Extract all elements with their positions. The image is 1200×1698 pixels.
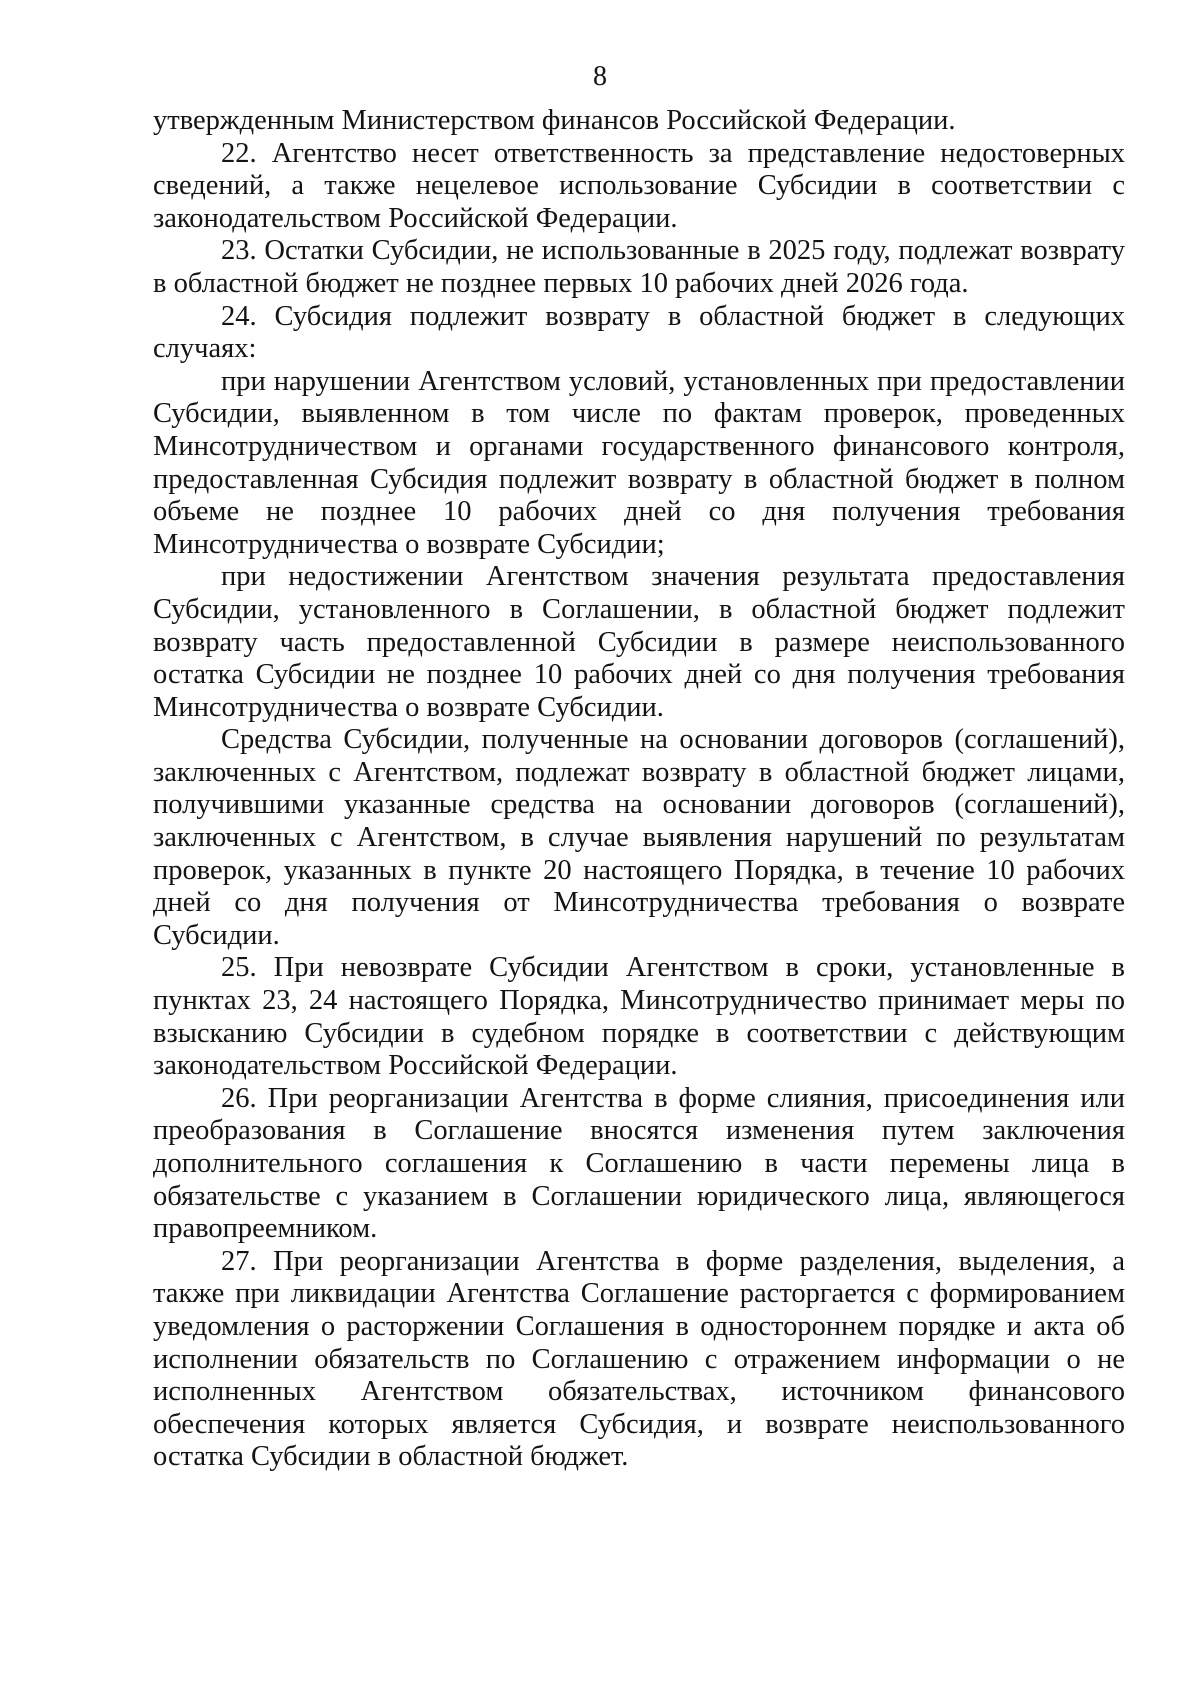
paragraph-continuation: утвержденным Министерством финансов Российской Федерации. xyxy=(153,105,956,136)
document-body xyxy=(153,105,1125,1474)
paragraph-clause-23: 23. Остатки Субсидии, не использованные в 2025 году, подлежат возврату в областной бюджет не позднее первых 10 рабочих дней 2026 года. xyxy=(153,235,1125,299)
paragraph-clause-24-case-violation: при нарушении Агентством условий, установленных при предоставлении Субсидии, выявленном в том числе по фактам проверок, проведенных Минсотрудничеством и органами государственного финансового контроля, предоставленная Субсидия подлежит возврату в областной бюджет в полном объеме не позднее 10 рабочих дней со дня получения требования Минсотрудничества о возврате Субсидии; xyxy=(153,365,1125,560)
paragraph-clause-26: 26. При реорганизации Агентства в форме слияния, присоединения или преобразования в Соглашение вносятся изменения путем заключения дополнительного соглашения к Соглашению в части перемены лица в обязательстве с указанием в Соглашении юридического лица, являющегося правопреемником. xyxy=(153,1082,1125,1245)
paragraph-clause-24-funds-return: Средства Субсидии, полученные на основании договоров (соглашений), заключенных с Агентством, подлежат возврату в областной бюджет лицами, получившими указанные средства на основании договоров (соглашений), заключенных с Агентством, в случае выявления нарушений по результатам проверок, указанных в пункте 20 настоящего Порядка, в течение 10 рабочих дней со дня получения от Минсотрудничества требования о возврате Субсидии. xyxy=(153,724,1125,951)
page-number: 8 xyxy=(593,61,607,92)
paragraph-clause-22: 22. Агентство несет ответственность за представление недостоверных сведений, а также нецелевое использование Субсидии в соответствии с законодательством Российской Федерации. xyxy=(153,137,1125,234)
paragraph-clause-24-case-result: при недостижении Агентством значения результата предоставления Субсидии, установленного в Соглашении, в областной бюджет подлежит возврату часть предоставленной Субсидии в размере неиспользованного остатка Субсидии не позднее 10 рабочих дней со дня получения требования Минсотрудничества о возврате Субсидии. xyxy=(153,561,1125,723)
paragraph-clause-25: 25. При невозврате Субсидии Агентством в сроки, установленные в пунктах 23, 24 настоящего Порядка, Минсотрудничество принимает меры по взысканию Субсидии в судебном порядке в соответствии с действующим законодательством Российской Федерации. xyxy=(153,952,1125,1082)
paragraph-clause-27: 27. При реорганизации Агентства в форме разделения, выделения, а также при ликвидации Агентства Соглашение расторгается с формированием уведомления о расторжении Соглашения в одностороннем порядке и акта об исполнении обязательств по Соглашению с отражением информации о не исполненных Агентством обязательствах, источником финансового обеспечения которых является Субсидия, и возврате неиспользованного остатка Субсидии в областной бюджет. xyxy=(153,1245,1125,1473)
paragraph-clause-24: 24. Субсидия подлежит возврату в областной бюджет в следующих случаях: xyxy=(153,300,1125,365)
